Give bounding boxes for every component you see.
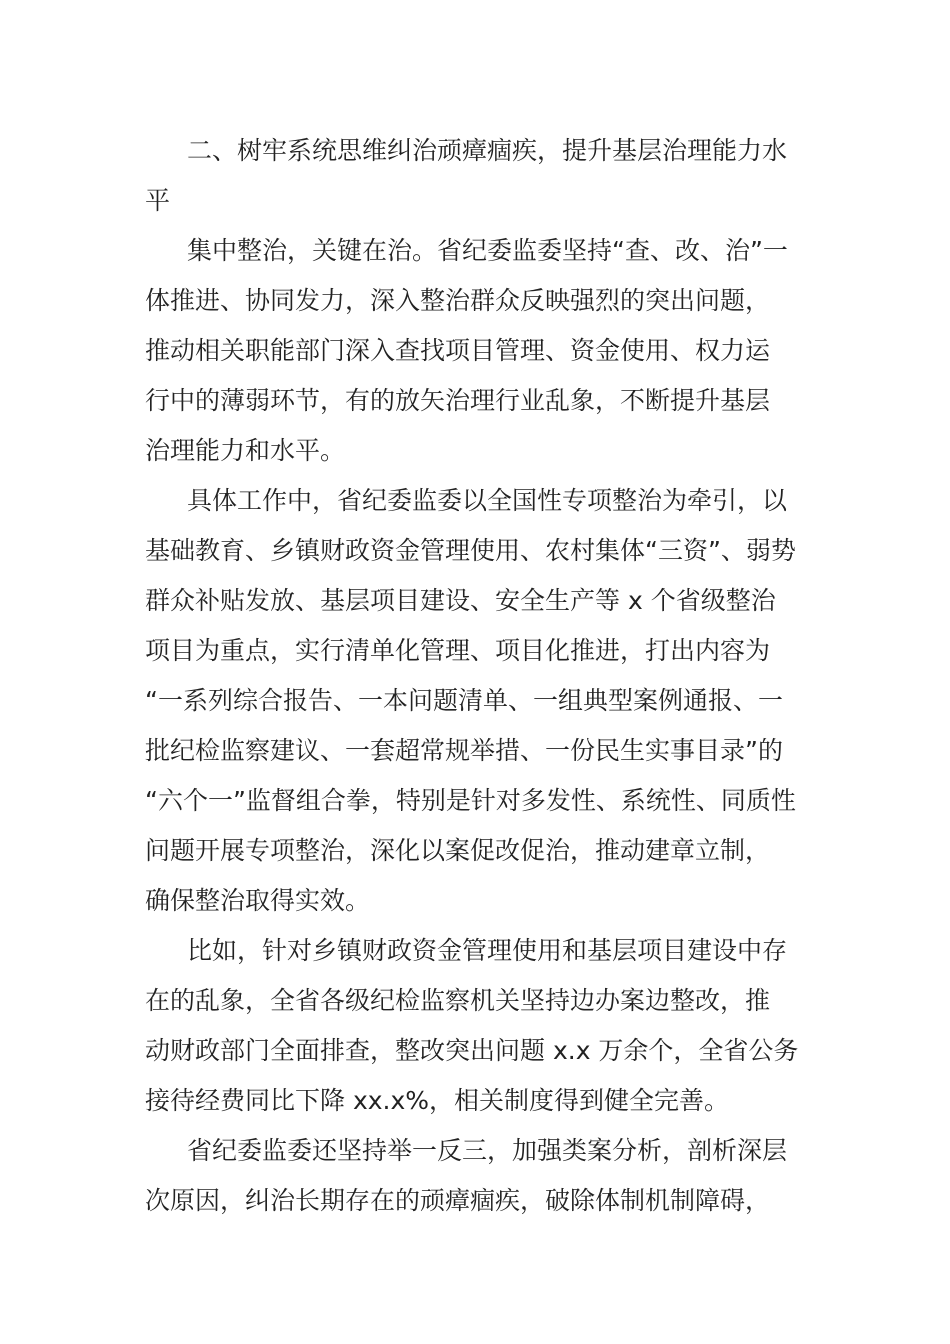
paragraph-line: “六个一”监督组合拳，特别是针对多发性、系统性、同质性 (145, 786, 796, 815)
body-paragraph (145, 476, 810, 926)
paragraph-line: 接待经费同比下降 xx.x%，相关制度得到健全完善。 (145, 1086, 730, 1115)
paragraph-line: 集中整治，关键在治。省纪委监委坚持“查、改、治”一 (187, 236, 788, 265)
document-body (145, 126, 810, 1226)
heading-line: 平 (145, 186, 171, 215)
paragraph-line: 动财政部门全面排查，整改突出问题 x.x 万余个，全省公务 (145, 1036, 799, 1065)
paragraph-line: “一系列综合报告、一本问题清单、一组典型案例通报、一 (145, 686, 783, 715)
body-paragraph (145, 226, 810, 476)
paragraph-line: 问题开展专项整治，深化以案促改促治，推动建章立制， (145, 836, 771, 865)
paragraph-line: 具体工作中，省纪委监委以全国性专项整治为牵引，以 (187, 486, 788, 515)
paragraph-line: 基础教育、乡镇财政资金管理使用、农村集体“三资”、弱势 (145, 536, 796, 565)
paragraph-line: 省纪委监委还坚持举一反三，加强类案分析，剖析深层 (187, 1136, 788, 1165)
paragraph-line: 群众补贴发放、基层项目建设、安全生产等 x 个省级整治 (145, 586, 776, 615)
paragraph-line: 体推进、协同发力，深入整治群众反映强烈的突出问题， (145, 286, 771, 315)
section-heading (145, 126, 810, 226)
body-paragraph (145, 1126, 810, 1226)
paragraph-line: 确保整治取得实效。 (145, 886, 371, 915)
paragraph-line: 在的乱象，全省各级纪检监察机关坚持边办案边整改，推 (145, 986, 771, 1015)
paragraph-line: 行中的薄弱环节，有的放矢治理行业乱象，不断提升基层 (145, 386, 771, 415)
paragraph-line: 批纪检监察建议、一套超常规举措、一份民生实事目录”的 (145, 736, 783, 765)
heading-line: 二、树牢系统思维纠治顽瘴痼疾，提升基层治理能力水 (187, 136, 788, 165)
paragraph-line: 比如，针对乡镇财政资金管理使用和基层项目建设中存 (187, 936, 788, 965)
paragraph-line: 项目为重点，实行清单化管理、项目化推进，打出内容为 (145, 636, 771, 665)
body-paragraph (145, 926, 810, 1126)
paragraph-line: 次原因，纠治长期存在的顽瘴痼疾，破除体制机制障碍， (145, 1186, 771, 1215)
paragraph-line: 推动相关职能部门深入查找项目管理、资金使用、权力运 (145, 336, 771, 365)
paragraph-line: 治理能力和水平。 (145, 436, 346, 465)
